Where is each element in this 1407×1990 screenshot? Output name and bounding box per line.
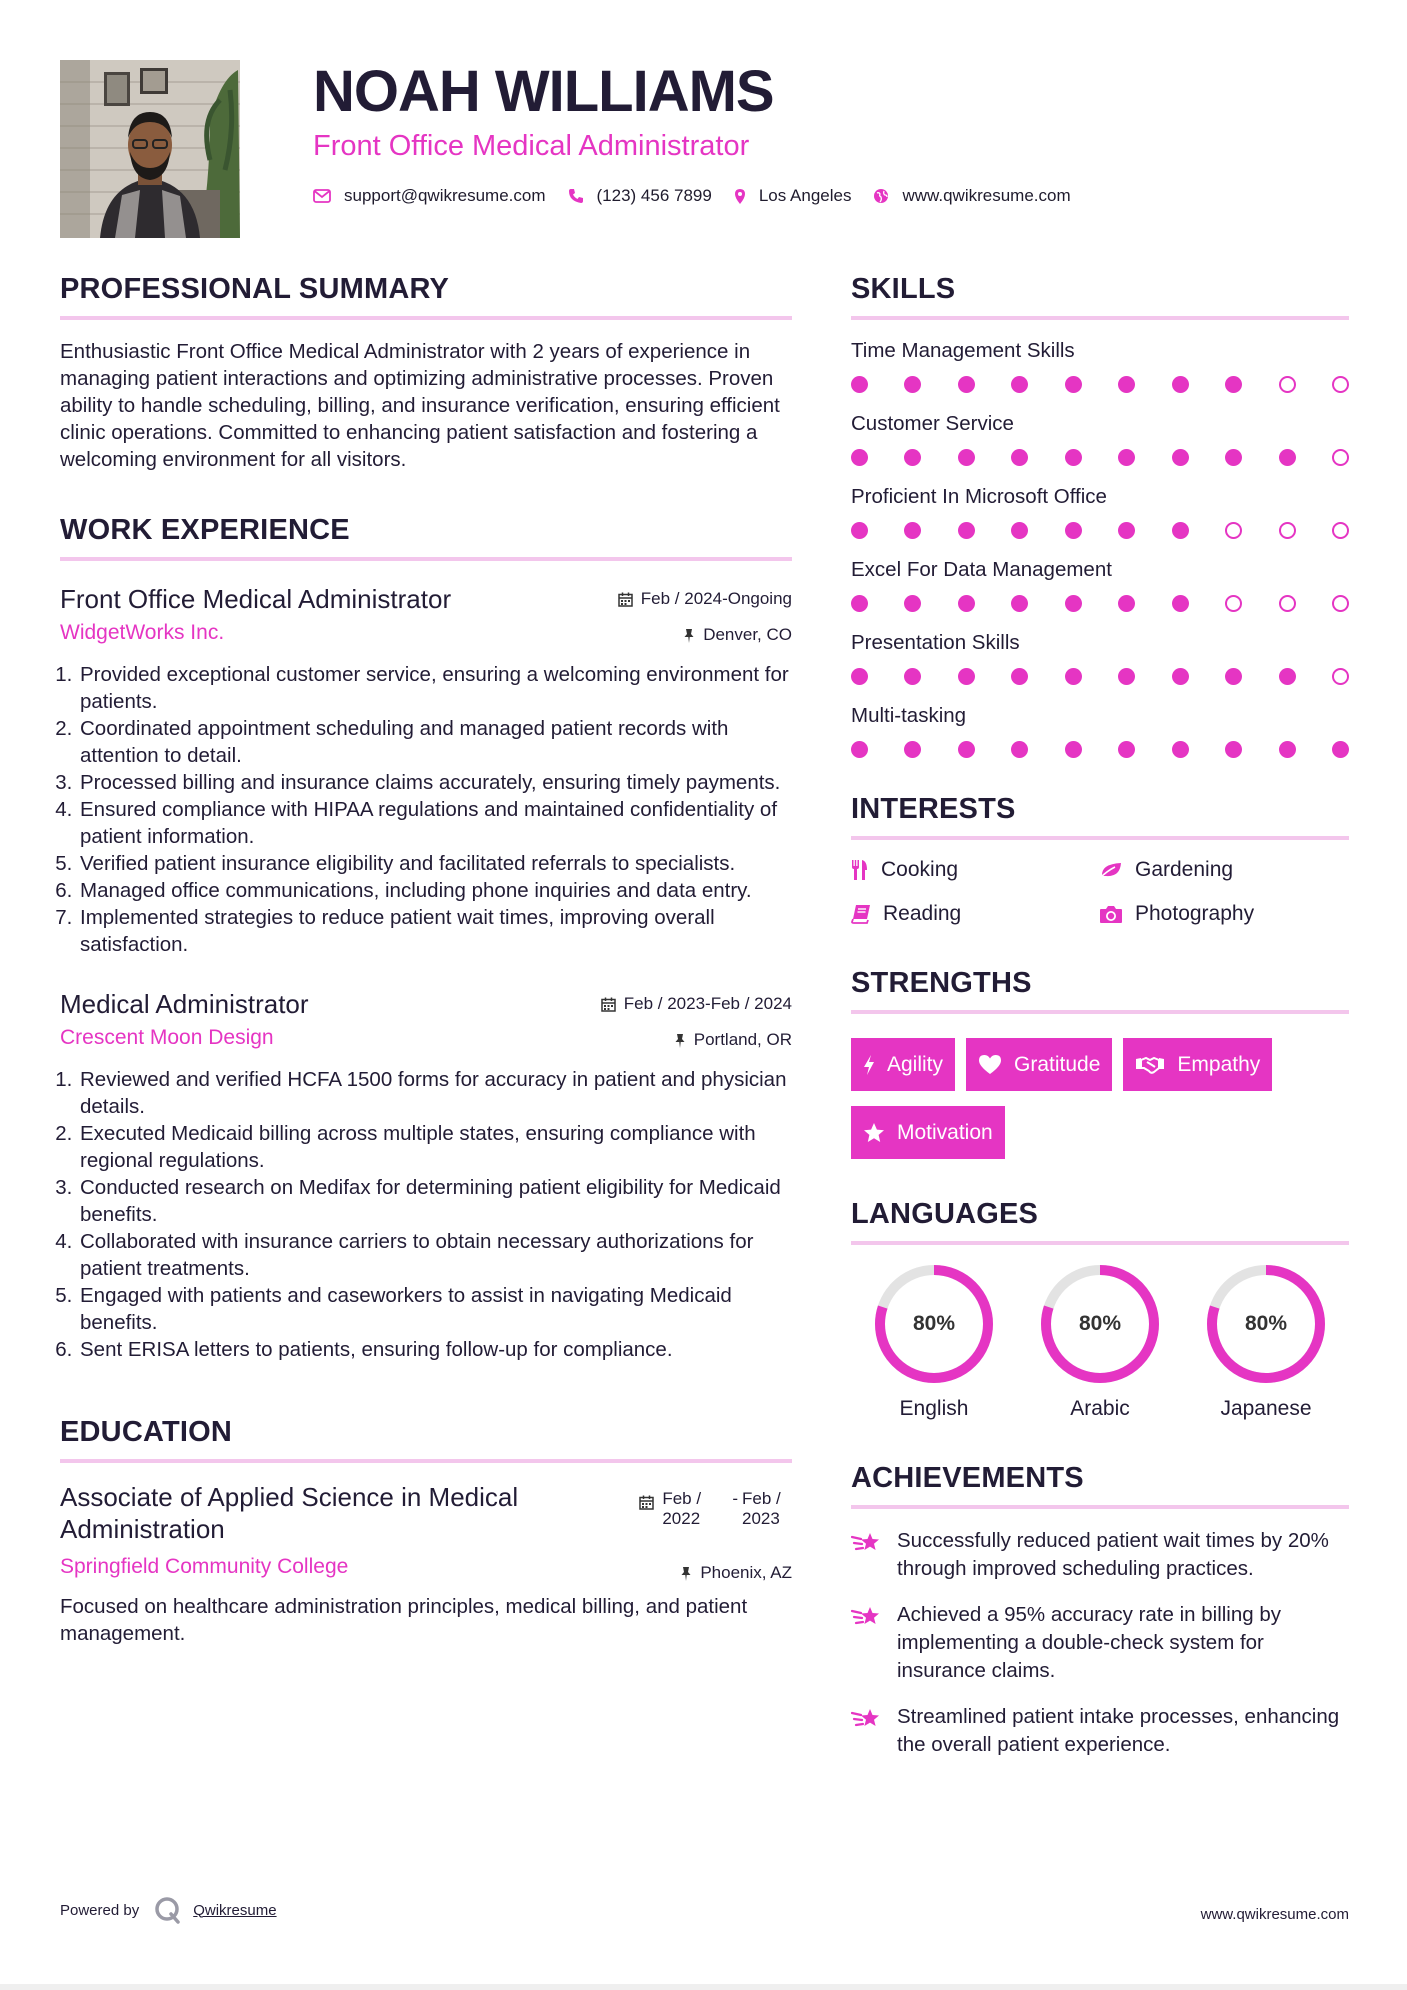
qwikresume-logo-icon xyxy=(153,1895,183,1925)
skills-heading: SKILLS xyxy=(851,272,1349,320)
education-entry xyxy=(60,1481,792,1647)
skills-list xyxy=(851,338,1349,758)
rating-dot-filled xyxy=(1011,376,1028,393)
skill-rating xyxy=(851,522,1349,539)
pushpin-icon xyxy=(680,1566,692,1581)
rating-dot-filled xyxy=(1172,522,1189,539)
rating-dot-filled xyxy=(958,595,975,612)
rating-dot-empty xyxy=(1225,595,1242,612)
strength-tag xyxy=(966,1038,1112,1091)
list-item: 5. Verified patient insurance eligibility and facilitated referrals to specialists. xyxy=(78,850,792,877)
interest-item xyxy=(851,902,1099,926)
shooting-star-icon xyxy=(851,1705,883,1733)
rating-dot-empty xyxy=(1332,376,1349,393)
job-location xyxy=(683,625,792,645)
rating-dot-filled xyxy=(1065,449,1082,466)
job-location-text: Denver, CO xyxy=(703,625,792,644)
achievement-text: Streamlined patient intake processes, enhancing the overall patient experience. xyxy=(897,1705,1340,1756)
list-item: 4. Ensured compliance with HIPAA regulations and maintained confidentiality of patient information. xyxy=(78,796,792,850)
footer-website[interactable]: www.qwikresume.com xyxy=(1200,1906,1349,1923)
envelope-icon xyxy=(313,189,331,203)
calendar-icon xyxy=(601,997,616,1012)
interest-item xyxy=(851,858,1099,882)
rating-dot-filled xyxy=(1172,668,1189,685)
list-item: 1. Reviewed and verified HCFA 1500 forms for accuracy in patient and physician details. xyxy=(78,1066,792,1120)
language-progress-ring xyxy=(1039,1263,1161,1385)
interest-item xyxy=(1099,858,1349,882)
strength-label: Motivation xyxy=(897,1120,993,1144)
rating-dot-filled xyxy=(851,522,868,539)
rating-dot-empty xyxy=(1279,522,1296,539)
calendar-icon xyxy=(618,592,633,607)
strength-label: Empathy xyxy=(1177,1052,1261,1076)
job-entry xyxy=(60,583,792,958)
strength-tag xyxy=(1123,1038,1272,1091)
qwikresume-link[interactable]: Qwikresume xyxy=(193,1901,277,1919)
strength-tag xyxy=(851,1038,955,1091)
strengths-section xyxy=(851,966,1349,1159)
phone-icon xyxy=(568,188,584,204)
rating-dot-filled xyxy=(904,741,921,758)
job-company: WidgetWorks Inc. xyxy=(60,621,225,644)
list-item: 2. Coordinated appointment scheduling and managed patient records with attention to detail. xyxy=(78,715,792,769)
experience-section xyxy=(60,513,792,1363)
job-bullets xyxy=(60,661,792,958)
profile-photo-image xyxy=(60,60,240,238)
achievement-text: Achieved a 95% accuracy rate in billing by implementing a double-check system for insurance claims. xyxy=(897,1603,1282,1682)
rating-dot-filled xyxy=(958,449,975,466)
rating-dot-filled xyxy=(958,668,975,685)
header xyxy=(313,58,1353,206)
location-text: Los Angeles xyxy=(758,186,852,205)
languages-section xyxy=(851,1197,1349,1421)
interests-section xyxy=(851,792,1349,926)
rating-dot-filled xyxy=(1118,595,1135,612)
pushpin-icon xyxy=(674,1033,686,1048)
list-item: 6. Managed office communications, including phone inquiries and data entry. xyxy=(78,877,792,904)
rating-dot-filled xyxy=(958,741,975,758)
language-name: Arabic xyxy=(1070,1397,1130,1420)
skill-name: Presentation Skills xyxy=(851,631,1020,654)
job-bullets xyxy=(60,1066,792,1363)
languages-list xyxy=(851,1263,1349,1421)
skill-name: Excel For Data Management xyxy=(851,558,1112,581)
rating-dot-filled xyxy=(1172,595,1189,612)
list-item: 3. Conducted research on Medifax for determining patient eligibility for Medicaid benefits. xyxy=(78,1174,792,1228)
skill-rating xyxy=(851,668,1349,685)
skill-name: Customer Service xyxy=(851,412,1014,435)
education-location xyxy=(680,1563,792,1583)
list-item: 5. Engaged with patients and caseworkers to assist in navigating Medicaid benefits. xyxy=(78,1282,792,1336)
interest-label: Photography xyxy=(1135,902,1255,925)
achievement-item xyxy=(851,1601,1349,1685)
map-pin-icon xyxy=(734,188,746,205)
rating-dot-filled xyxy=(1225,449,1242,466)
rating-dot-filled xyxy=(904,449,921,466)
contact-bar xyxy=(313,186,1353,206)
rating-dot-filled xyxy=(904,522,921,539)
list-item: 4. Collaborated with insurance carriers to obtain necessary authorizations for patient treatments. xyxy=(78,1228,792,1282)
interests-list xyxy=(851,858,1349,926)
rating-dot-filled xyxy=(1279,668,1296,685)
job-dates xyxy=(618,589,792,609)
rating-dot-filled xyxy=(1065,376,1082,393)
rating-dot-filled xyxy=(1011,668,1028,685)
rating-dot-filled xyxy=(1011,449,1028,466)
rating-dot-filled xyxy=(851,741,868,758)
achievement-text: Successfully reduced patient wait times by 20% through improved scheduling practices. xyxy=(897,1529,1329,1580)
rating-dot-filled xyxy=(1279,741,1296,758)
shooting-star-icon xyxy=(851,1529,883,1557)
interest-label: Reading xyxy=(883,902,962,925)
star-icon xyxy=(863,1122,885,1143)
job-title: Medical Administrator xyxy=(60,989,309,1019)
candidate-title: Front Office Medical Administrator xyxy=(313,130,750,162)
rating-dot-filled xyxy=(1011,741,1028,758)
rating-dot-filled xyxy=(958,376,975,393)
strength-tag xyxy=(851,1106,1005,1159)
list-item: 1. Provided exceptional customer service, ensuring a welcoming environment for patients. xyxy=(78,661,792,715)
contact-location xyxy=(734,186,852,206)
achievements-list xyxy=(851,1527,1349,1759)
pushpin-icon xyxy=(683,628,695,643)
camera-icon xyxy=(1099,904,1123,924)
job-location xyxy=(674,1030,792,1050)
shooting-star-icon xyxy=(851,1603,883,1631)
language-percent: 80% xyxy=(1244,1312,1288,1335)
interest-item xyxy=(1099,902,1349,926)
utensils-icon xyxy=(851,859,869,881)
rating-dot-filled xyxy=(1065,741,1082,758)
skill-item xyxy=(851,630,1349,685)
strength-label: Agility xyxy=(887,1052,944,1076)
phone-text: (123) 456 7899 xyxy=(596,186,712,205)
list-item: 7. Implemented strategies to reduce patient wait times, improving overall satisfaction. xyxy=(78,904,792,958)
rating-dot-filled xyxy=(1225,741,1242,758)
rating-dot-filled xyxy=(1332,741,1349,758)
rating-dot-empty xyxy=(1332,595,1349,612)
education-heading: EDUCATION xyxy=(60,1415,792,1463)
summary-text: Enthusiastic Front Office Medical Administrator with 2 years of experience in managing patient interactions and optimizing administrative processes. Proven ability to handle scheduling, billing, and insurance verification, ensuring efficient clinic operations. Committed to enhancing patient satisfaction and fostering a welcoming environment for all visitors. xyxy=(60,340,780,471)
experience-heading: WORK EXPERIENCE xyxy=(60,513,792,561)
skill-item xyxy=(851,703,1349,758)
skill-item xyxy=(851,557,1349,612)
rating-dot-empty xyxy=(1332,522,1349,539)
job-dates-text: Feb / 2023-Feb / 2024 xyxy=(623,994,792,1013)
rating-dot-filled xyxy=(1011,595,1028,612)
rating-dot-filled xyxy=(1118,668,1135,685)
strengths-list xyxy=(851,1038,1349,1159)
list-item: 6. Sent ERISA letters to patients, ensuring follow-up for compliance. xyxy=(78,1336,792,1363)
rating-dot-filled xyxy=(851,376,868,393)
list-item: 3. Processed billing and insurance claims accurately, ensuring timely payments. xyxy=(78,769,792,796)
rating-dot-filled xyxy=(851,449,868,466)
education-description: Focused on healthcare administration principles, medical billing, and patient management. xyxy=(60,1595,748,1645)
contact-phone[interactable] xyxy=(568,186,712,206)
page-bottom-bar xyxy=(0,1984,1407,1990)
skill-name: Multi-tasking xyxy=(851,704,967,727)
rating-dot-filled xyxy=(1172,449,1189,466)
achievement-item xyxy=(851,1703,1349,1759)
language-item xyxy=(1183,1263,1349,1421)
languages-heading: LANGUAGES xyxy=(851,1197,1349,1245)
education-dates xyxy=(639,1489,792,1529)
rating-dot-filled xyxy=(1279,449,1296,466)
language-item xyxy=(1017,1263,1183,1421)
job-title: Front Office Medical Administrator xyxy=(60,584,452,614)
summary-heading: PROFESSIONAL SUMMARY xyxy=(60,272,792,320)
strengths-heading: STRENGTHS xyxy=(851,966,1349,1014)
skill-name: Time Management Skills xyxy=(851,339,1075,362)
skill-item xyxy=(851,484,1349,539)
job-dates-text: Feb / 2024-Ongoing xyxy=(640,589,792,608)
rating-dot-filled xyxy=(904,376,921,393)
education-section xyxy=(60,1415,792,1647)
rating-dot-filled xyxy=(1065,522,1082,539)
job-dates xyxy=(601,994,792,1014)
contact-website[interactable] xyxy=(873,186,1070,206)
email-text: support@qwikresume.com xyxy=(344,186,546,205)
skill-item xyxy=(851,411,1349,466)
language-name: English xyxy=(899,1397,969,1420)
skill-item xyxy=(851,338,1349,393)
education-date-end: Feb / 2023 xyxy=(742,1489,781,1528)
rating-dot-empty xyxy=(1332,449,1349,466)
rating-dot-empty xyxy=(1225,522,1242,539)
rating-dot-filled xyxy=(1172,376,1189,393)
rating-dot-empty xyxy=(1279,376,1296,393)
achievements-heading: ACHIEVEMENTS xyxy=(851,1461,1349,1509)
handshake-icon xyxy=(1135,1055,1165,1075)
profile-photo xyxy=(60,60,240,238)
calendar-icon xyxy=(639,1495,654,1510)
language-progress-ring xyxy=(1205,1263,1327,1385)
job-entry xyxy=(60,988,792,1363)
language-name: Japanese xyxy=(1220,1397,1312,1420)
rating-dot-filled xyxy=(1118,376,1135,393)
skill-rating xyxy=(851,595,1349,612)
language-item xyxy=(851,1263,1017,1421)
leaf-icon xyxy=(1099,861,1123,879)
rating-dot-filled xyxy=(1118,522,1135,539)
left-column xyxy=(60,272,792,1647)
job-location-text: Portland, OR xyxy=(693,1030,792,1049)
rating-dot-filled xyxy=(904,595,921,612)
skill-name: Proficient In Microsoft Office xyxy=(851,485,1107,508)
degree-title: Associate of Applied Science in Medical Administration xyxy=(60,1482,519,1544)
language-progress-ring xyxy=(873,1263,995,1385)
achievement-item xyxy=(851,1527,1349,1583)
achievements-section xyxy=(851,1461,1349,1759)
interest-label: Cooking xyxy=(881,858,959,881)
school-name: Springfield Community College xyxy=(60,1555,349,1578)
skills-section xyxy=(851,272,1349,758)
contact-email[interactable] xyxy=(313,186,546,206)
footer-powered-by xyxy=(60,1895,277,1925)
date-separator: - xyxy=(732,1489,738,1508)
interest-label: Gardening xyxy=(1135,858,1234,881)
summary-section xyxy=(60,272,792,473)
education-date-start: Feb / 2022 xyxy=(662,1489,702,1528)
heart-icon xyxy=(978,1054,1002,1075)
education-location-text: Phoenix, AZ xyxy=(700,1563,792,1582)
rating-dot-filled xyxy=(1065,668,1082,685)
rating-dot-filled xyxy=(1011,522,1028,539)
rating-dot-filled xyxy=(1065,595,1082,612)
candidate-name: NOAH WILLIAMS xyxy=(313,59,774,124)
website-text: www.qwikresume.com xyxy=(902,186,1071,205)
list-item: 2. Executed Medicaid billing across multiple states, ensuring compliance with regional regulations. xyxy=(78,1120,792,1174)
language-percent: 80% xyxy=(912,1312,956,1335)
interests-heading: INTERESTS xyxy=(851,792,1349,840)
rating-dot-filled xyxy=(851,595,868,612)
rating-dot-filled xyxy=(851,668,868,685)
bolt-icon xyxy=(863,1054,875,1076)
globe-icon xyxy=(873,188,889,204)
rating-dot-filled xyxy=(1225,668,1242,685)
strength-label: Gratitude xyxy=(1014,1052,1101,1076)
book-icon xyxy=(851,904,871,924)
rating-dot-filled xyxy=(1118,741,1135,758)
rating-dot-filled xyxy=(904,668,921,685)
job-company: Crescent Moon Design xyxy=(60,1026,274,1049)
rating-dot-filled xyxy=(1118,449,1135,466)
skill-rating xyxy=(851,376,1349,393)
rating-dot-filled xyxy=(1172,741,1189,758)
powered-by-label: Powered by xyxy=(60,1901,140,1919)
rating-dot-empty xyxy=(1332,668,1349,685)
right-column xyxy=(851,272,1349,1759)
skill-rating xyxy=(851,449,1349,466)
skill-rating xyxy=(851,741,1349,758)
rating-dot-empty xyxy=(1279,595,1296,612)
rating-dot-filled xyxy=(1225,376,1242,393)
language-percent: 80% xyxy=(1078,1312,1122,1335)
rating-dot-filled xyxy=(958,522,975,539)
